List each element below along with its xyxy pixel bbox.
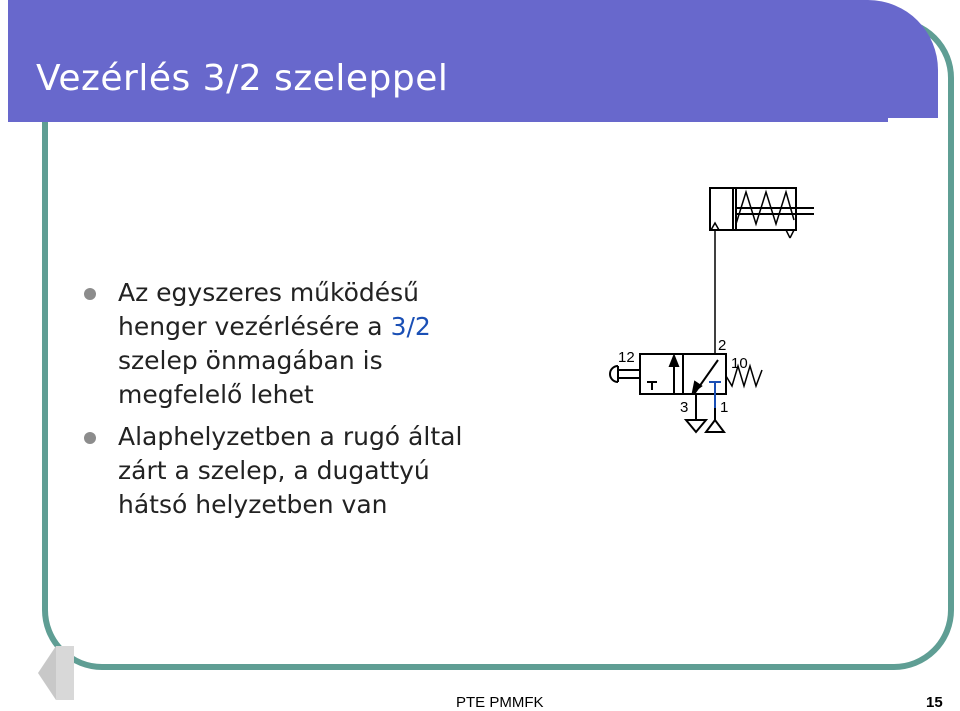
highlight-text: 3/2: [390, 312, 431, 341]
supply-triangle-icon: [706, 420, 724, 432]
bullet-item: Alaphelyzetben a rugó által zárt a szelep, a dugattyú hátsó helyzetben van: [78, 420, 538, 522]
port-label-10: 10: [731, 355, 748, 372]
single-acting-cylinder-icon: [710, 188, 814, 238]
bullet-list: [78, 276, 538, 522]
footer-institution: PTE PMMFK: [456, 694, 544, 711]
port-label-2: 2: [718, 337, 727, 354]
bullet-dot-icon: [84, 288, 96, 300]
port-label-1: 1: [720, 399, 729, 416]
page-number: 15: [926, 694, 943, 711]
bullet-item: Az egyszeres működésű henger vezérlésére a 3/2 szelep önmagában is megfelelő lehet: [78, 276, 538, 412]
exhaust-triangle-icon: [686, 420, 706, 432]
title-underline: [8, 118, 888, 122]
port-label-12: 12: [618, 349, 635, 366]
bullet-dot-icon: [84, 432, 96, 444]
port-label-3: 3: [680, 399, 689, 416]
slide-title: Vezérlés 3/2 szeleppel: [36, 58, 449, 99]
back-arrow-icon[interactable]: [38, 642, 74, 704]
pneumatic-diagram: [596, 180, 836, 440]
